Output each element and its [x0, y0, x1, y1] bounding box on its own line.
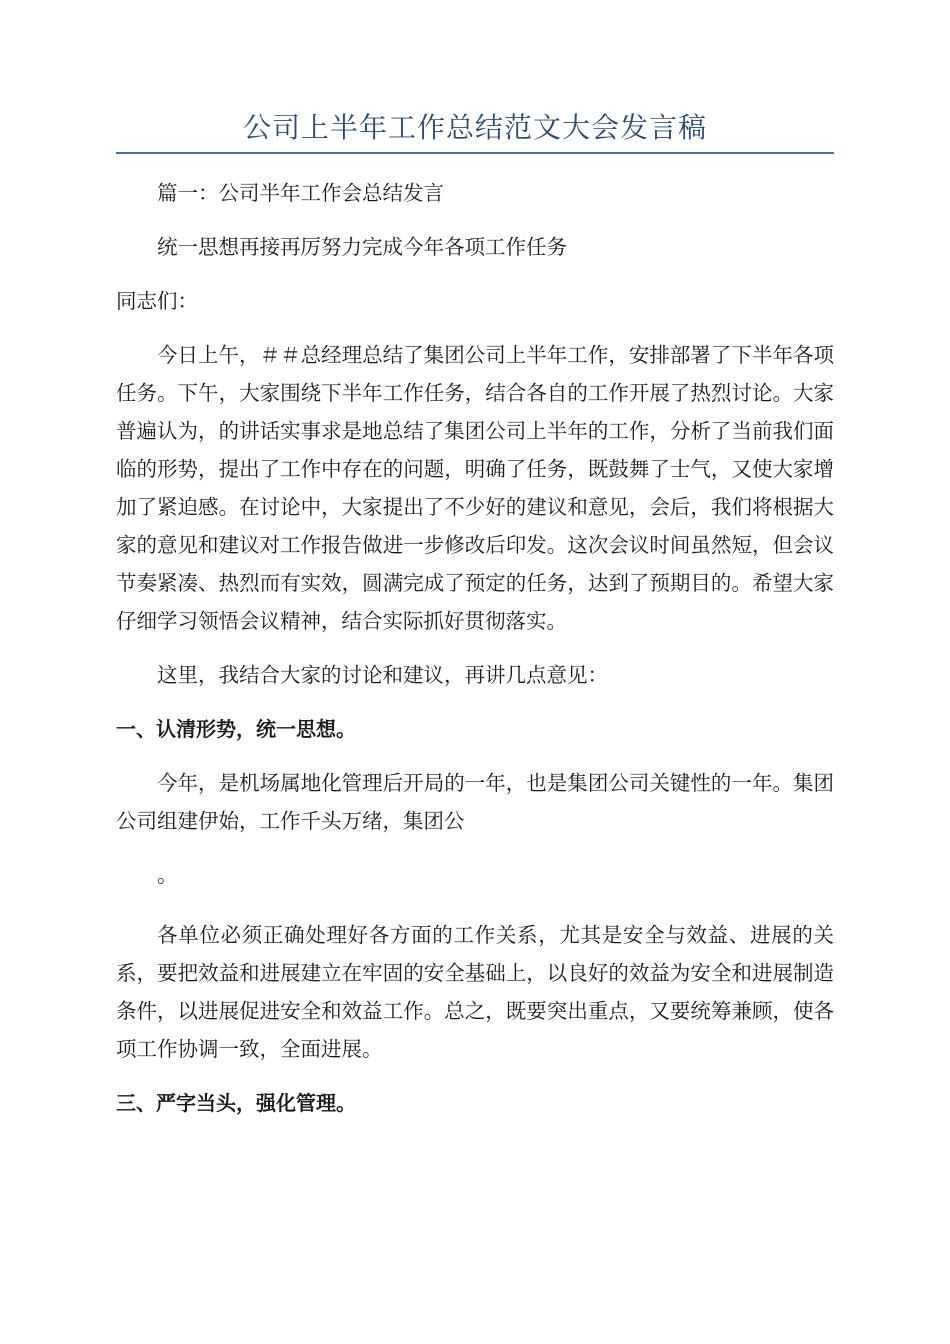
body-paragraph-section1: 今年，是机场属地化管理后开局的一年，也是集团公司关键性的一年。集团公司组建伊始，工作千头万绪，集团公: [116, 771, 834, 833]
document-title: 公司上半年工作总结范文大会发言稿: [242, 111, 707, 144]
section-heading-1: 一、认清形势，统一思想。: [116, 717, 356, 741]
subtitle-theme: 统一思想再接再厉努力完成今年各项工作任务: [157, 235, 567, 259]
document-page: [116, 108, 834, 1138]
body-paragraph-relations: 各单位必须正确处理好各方面的工作关系，尤其是安全与效益、进展的关系，要把效益和进展建立在牢固的安全基础上，以良好的效益为安全和进展制造条件，以进展促进安全和效益工作。总之，既要突出重点，又要统筹兼顾，使各项工作协调一致，全面进展。: [116, 923, 834, 1061]
subtitle-line: 篇一：公司半年工作会总结发言: [157, 181, 444, 205]
salutation: 同志们：: [116, 289, 198, 313]
title-underline: [116, 152, 834, 154]
section-heading-3: 三、严字当头，强化管理。: [116, 1091, 356, 1115]
body-paragraph-transition: 这里，我结合大家的讨论和建议，再讲几点意见：: [157, 663, 608, 687]
body-paragraph-intro: 今日上午，＃＃总经理总结了集团公司上半年工作，安排部署了下半年各项任务。下午，大家围绕下半年工作任务，结合各自的工作开展了热烈讨论。大家普遍认为，的讲话实事求是地总结了集团公司上半年的工作，分析了当前我们面临的形势，提出了工作中存在的问题，明确了任务，既鼓舞了士气，又使大家增加了紧迫感。在讨论中，大家提出了不少好的建议和意见，会后，我们将根据大家的意见和建议对工作报告做进一步修改后印发。这次会议时间虽然短，但会议节奏紧凑、热烈而有实效，圆满完成了预定的任务，达到了预期目的。希望大家仔细学习领悟会议精神，结合实际抓好贯彻落实。: [116, 343, 834, 633]
body-paragraph-fragment: 。: [157, 863, 178, 887]
